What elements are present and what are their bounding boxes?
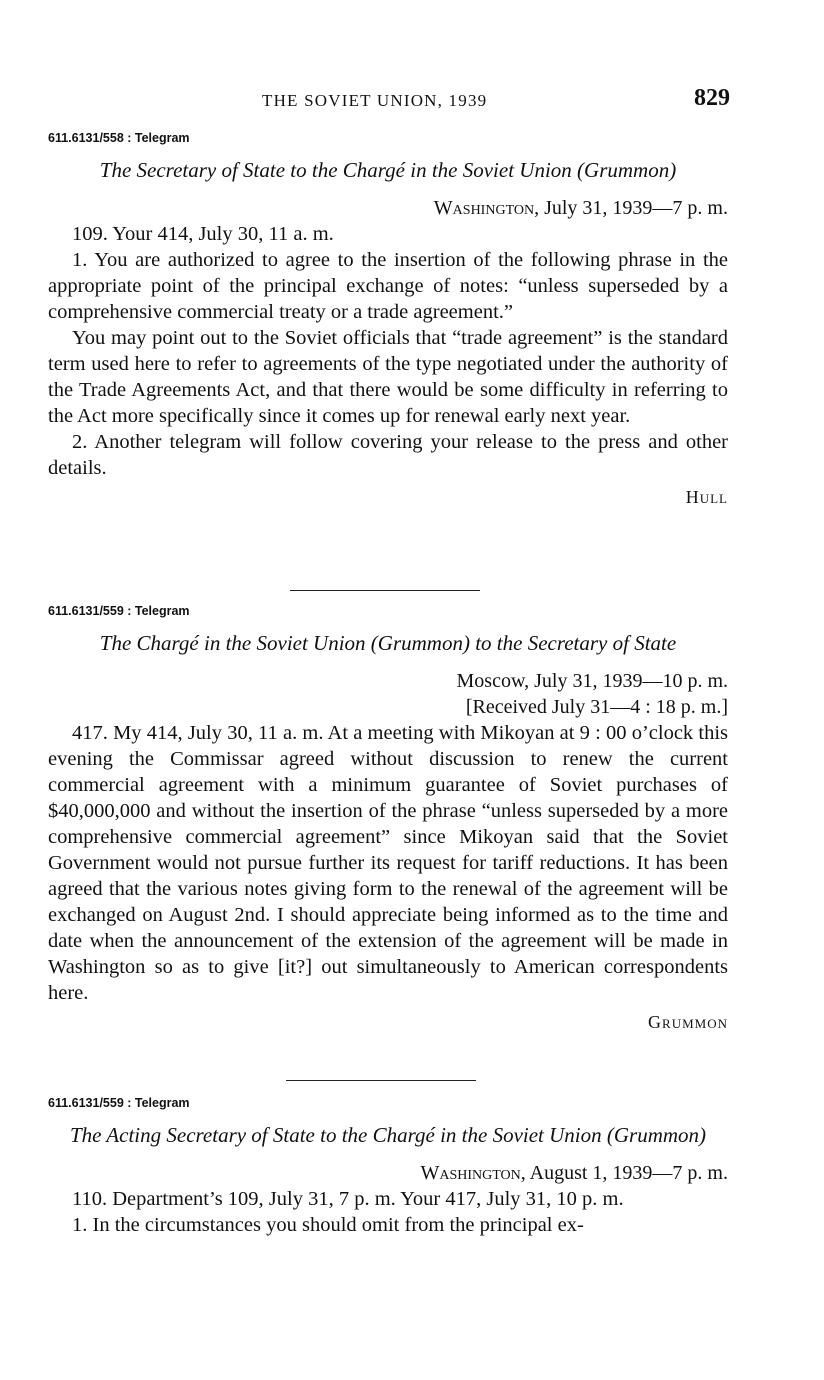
- telegram-110: [48, 1095, 728, 1238]
- paragraph: You may point out to the Soviet officials that “trade agreement” is the standard term used here to refer to agreements of the type negotiated under the authority of the Trade Agreements Act, and that there would be some difficulty in referring to the Act more specifically since it comes up for renewal early next year.: [48, 327, 728, 427]
- dateline-date: , July 31, 1939—7 p. m.: [534, 197, 728, 219]
- paragraph: 1. In the circumstances you should omit from the principal ex-: [72, 1214, 584, 1236]
- dateline: [48, 195, 728, 221]
- dateline: [48, 1160, 728, 1186]
- file-reference: 611.6131/559 : Telegram: [48, 1096, 190, 1110]
- file-reference: 611.6131/558 : Telegram: [48, 131, 190, 145]
- running-title: THE SOVIET UNION, 1939: [262, 91, 488, 110]
- dateline-date: , August 1, 1939—7 p. m.: [520, 1162, 728, 1184]
- file-reference: 611.6131/559 : Telegram: [48, 604, 190, 618]
- document-heading: The Chargé in the Soviet Union (Grummon) to the Secretary of State: [99, 631, 677, 655]
- document-heading: The Secretary of State to the Chargé in the Soviet Union (Grummon): [99, 158, 677, 182]
- telegram-109: [48, 130, 728, 509]
- telegram-417: [48, 603, 728, 1034]
- paragraph: 109. Your 414, July 30, 11 a. m.: [72, 223, 334, 245]
- running-head: [50, 85, 730, 118]
- signature: Grummon: [648, 1012, 728, 1032]
- paragraph: 2. Another telegram will follow covering your release to the press and other details.: [48, 431, 728, 479]
- paragraph: 110. Department’s 109, July 31, 7 p. m. Your 417, July 31, 10 p. m.: [72, 1188, 624, 1210]
- dateline-place: Washington: [420, 1162, 521, 1184]
- page-number: 829: [694, 85, 730, 111]
- paragraph: 417. My 414, July 30, 11 a. m. At a meeting with Mikoyan at 9 : 00 o’clock this evening the Commissar agreed without discussion to renew the current commercial agreement with a minimum guarantee of Soviet purchases of $40,000,000 and without the insertion of the phrase “unless superseded by a more comprehensive commercial agreement” since Mikoyan said that the Soviet Government would not pursue further its request for tariff reductions. It has been agreed that the various notes giving form to the renewal of the agreement will be exchanged on August 2nd. I should appreciate being informed as to the time and date when the announcement of the extension of the agreement will be made in Washington so as to give [it?] out simultaneously to American correspondents here.: [48, 722, 728, 1004]
- section-divider: [290, 590, 480, 591]
- signature: Hull: [685, 487, 728, 507]
- dateline-place: Washington: [433, 197, 535, 219]
- dateline: Moscow, July 31, 1939—10 p. m.: [456, 670, 728, 692]
- document-heading: The Acting Secretary of State to the Chargé in the Soviet Union (Grummon): [69, 1123, 707, 1147]
- received-line: [Received July 31—4 : 18 p. m.]: [465, 696, 728, 718]
- paragraph: 1. You are authorized to agree to the insertion of the following phrase in the appropriate point of the principal exchange of notes: “unless superseded by a comprehensive commercial treaty or a trade agreement.”: [48, 249, 728, 323]
- section-divider: [286, 1080, 476, 1081]
